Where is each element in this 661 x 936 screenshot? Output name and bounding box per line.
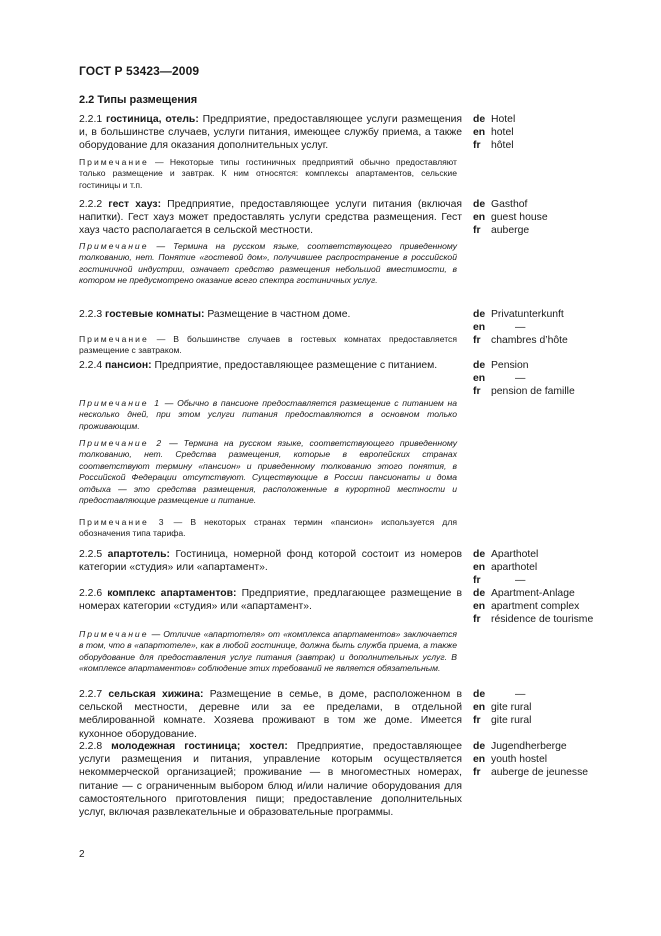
entry-2-2-6 xyxy=(79,587,462,613)
entry-number: 2.2.3 xyxy=(79,309,103,320)
entry-definition: Размещение в частном доме. xyxy=(207,309,351,320)
lang-code: de xyxy=(473,689,486,700)
note-text: — Термина на русском языке, соответствующего приведенному толкованию, нет. Понятие «гостевой дом», получившее распространение в российской гостиничной индустрии, означает средство размещения небольшой вместимости, в котором не предусмотрено оказание всего спектра гостиничных услуг. xyxy=(79,241,457,286)
lang-code: en xyxy=(473,754,486,766)
note-label: Примечание 2 xyxy=(79,438,164,448)
note-label: Примечание xyxy=(79,629,149,639)
page-number: 2 xyxy=(79,849,85,860)
lang-term: Pension xyxy=(491,360,529,371)
entry-definition: Предприятие, предоставляющее размещение с питанием. xyxy=(154,360,438,371)
lang-term: Gasthof xyxy=(491,199,528,210)
entry-2-2-7 xyxy=(79,688,462,741)
lang-term: Jugendherberge xyxy=(491,741,567,752)
lang-code: en xyxy=(473,601,486,613)
lang-term: chambres d’hôte xyxy=(491,335,568,347)
lang-code: fr xyxy=(473,767,481,779)
entry-definition: Предприятие, предлагающее размещение в номерах категории «студия» или «апартамент». xyxy=(79,588,462,613)
entry-term: гест хауз: xyxy=(108,199,162,210)
entry-term: молодежная гостиница; хостел: xyxy=(111,741,288,752)
entry-definition: Размещение в семье, в доме, расположенном в сельской местности, деревне или за ее пределами, в отдельной меблированной комнате. Хозяева проживают в том же доме. Имеется кухонное оборудование. xyxy=(79,689,463,740)
note-text: — В некоторых странах термин «пансион» используется для обозначения типа тарифа. xyxy=(79,517,457,539)
entry-2-2-1-translations xyxy=(473,113,515,153)
lang-term: pension de famille xyxy=(491,386,575,398)
note-label: Примечание xyxy=(79,157,149,167)
entry-2-2-6-translations xyxy=(473,587,593,627)
entry-2-2-2-translations xyxy=(473,198,548,238)
entry-number: 2.2.5 xyxy=(79,549,103,560)
lang-term: youth hostel xyxy=(491,754,548,766)
note-2-2-4-1 xyxy=(79,398,457,432)
lang-term: Hotel xyxy=(491,114,516,125)
entry-definition: Предприятие, предоставляющее услуги размещения и, в большинстве случаев, услуги питания, имеющее службу приема, а также оборудование для оказания дополнительных услуг. xyxy=(79,114,462,152)
entry-2-2-7-translations xyxy=(473,688,531,728)
entry-number: 2.2.2 xyxy=(79,199,103,210)
lang-code: de xyxy=(473,741,486,752)
note-2-2-4-2 xyxy=(79,438,457,506)
lang-term: Apartment-Anlage xyxy=(491,588,575,599)
lang-code: de xyxy=(473,114,486,125)
lang-code: fr xyxy=(473,575,481,587)
lang-code: de xyxy=(473,588,486,599)
lang-term: auberge de jeunesse xyxy=(491,767,589,779)
lang-code: fr xyxy=(473,140,481,152)
lang-term: aparthotel xyxy=(491,562,538,574)
entry-term: пансион: xyxy=(105,360,152,371)
document-header: ГОСТ Р 53423—2009 xyxy=(79,64,200,78)
entry-definition: Гостиница, номерной фонд которой состоит из номеров категории «студия» или «апартамент». xyxy=(79,549,463,574)
lang-code: fr xyxy=(473,225,481,237)
lang-code: en xyxy=(473,322,486,334)
note-2-2-2 xyxy=(79,241,457,287)
entry-2-2-3 xyxy=(79,308,462,321)
lang-code: de xyxy=(473,549,486,560)
note-2-2-4-3 xyxy=(79,517,457,540)
entry-2-2-2 xyxy=(79,198,462,238)
lang-term: Aparthotel xyxy=(491,549,539,560)
entry-2-2-3-translations xyxy=(473,308,568,348)
entry-2-2-8 xyxy=(79,740,462,819)
note-label: Примечание 1 xyxy=(79,398,162,408)
lang-code: en xyxy=(473,212,486,224)
lang-code: fr xyxy=(473,386,481,398)
entry-term: апартотель: xyxy=(107,549,171,560)
section-title: 2.2 Типы размещения xyxy=(79,94,198,106)
note-2-2-1 xyxy=(79,157,457,191)
lang-term: hotel xyxy=(491,127,514,139)
entry-2-2-4-translations xyxy=(473,359,575,399)
lang-term: Privatunterkunft xyxy=(491,309,564,320)
lang-code: fr xyxy=(473,614,481,626)
entry-2-2-8-translations xyxy=(473,740,588,780)
lang-term: résidence de tourisme xyxy=(491,614,594,626)
note-text: — В большинстве случаев в гостевых комнатах предоставляется размещение с завтраком. xyxy=(79,334,457,356)
lang-code: fr xyxy=(473,715,481,727)
lang-code: en xyxy=(473,702,486,714)
entry-definition: Предприятие, предоставляющее услуги питания (включая напитки). Гест хауз может предоставлять услуги средства размещения. Гест хауз часто располагается в сельской местности. xyxy=(79,199,462,237)
note-text: — Отличие «апартотеля» от «комплекса апартаментов» заключается в том, что в «апартотеле», как в любой гостинице, должна быть служба приема, а также оборудование для предоставления услуг питания (завтрак) и дополнительных услуг. В «комплексе апартаментов» соблюдение этих требований не является обязательным. xyxy=(79,629,458,674)
note-2-2-3 xyxy=(79,334,457,357)
lang-term: auberge xyxy=(491,225,530,237)
lang-code: de xyxy=(473,360,486,371)
note-text: — Обычно в пансионе предоставляется размещение с питанием на несколько дней, при этом услуги питания предоставляются в основном только проживающим. xyxy=(79,398,457,431)
lang-term: — xyxy=(515,575,526,587)
entry-2-2-1 xyxy=(79,113,462,153)
note-label: Примечание 3 xyxy=(79,517,166,527)
note-2-2-6 xyxy=(79,629,457,675)
lang-term: — xyxy=(515,322,526,334)
entry-definition: Предприятие, предоставляющее услуги размещения и питания, управление которым осуществляется некоммерческой организацией; проживание — в многоместных номерах, питание — с ограниченным выбором блюд и/или наличие оборудования для самостоятельного приготовления пищи; предоставление дополнительных услуг, включая развлекательные и образовательные программы. xyxy=(79,741,462,819)
entry-2-2-4 xyxy=(79,359,462,372)
entry-term: сельская хижина: xyxy=(108,689,204,700)
lang-code: fr xyxy=(473,335,481,347)
entry-2-2-5-translations xyxy=(473,548,538,588)
entry-term: гостевые комнаты: xyxy=(105,309,205,320)
lang-code: en xyxy=(473,562,486,574)
lang-term: gite rural xyxy=(491,715,532,727)
lang-code: en xyxy=(473,127,486,139)
lang-term: apartment complex xyxy=(491,601,580,613)
entry-2-2-5 xyxy=(79,548,462,574)
lang-term: — xyxy=(515,373,526,385)
entry-number: 2.2.6 xyxy=(79,588,103,599)
lang-term: — xyxy=(515,689,526,700)
lang-code: de xyxy=(473,309,486,320)
entry-number: 2.2.7 xyxy=(79,689,103,700)
entry-number: 2.2.1 xyxy=(79,114,103,125)
lang-term: guest house xyxy=(491,212,548,224)
lang-code: de xyxy=(473,199,486,210)
note-text: — Термина на русском языке, соответствующего приведенному толкованию, нет. Средства размещения, которые в европейских странах соответствуют термину «пансион» и приведенному толкованию этого понятия, в Российской Федерации отсутствуют. Существующие в России пансионаты и дома отдыха — это средства размещения, расположенные в курортной местности и предоставляющие размещение и питание. xyxy=(79,438,457,506)
note-label: Примечание xyxy=(79,241,149,251)
entry-number: 2.2.8 xyxy=(79,741,103,752)
entry-term: гостиница, отель: xyxy=(106,114,199,125)
note-text: — Некоторые типы гостиничных предприятий обычно предоставляют только размещение и завтрак. К ним относятся: комплексы апартаментов, сельские гостиницы и т.п. xyxy=(79,157,457,190)
lang-term: gite rural xyxy=(491,702,532,714)
lang-term: hôtel xyxy=(491,140,514,152)
entry-term: комплекс апартаментов: xyxy=(107,588,237,599)
lang-code: en xyxy=(473,373,486,385)
note-label: Примечание xyxy=(79,334,149,344)
entry-number: 2.2.4 xyxy=(79,360,103,371)
